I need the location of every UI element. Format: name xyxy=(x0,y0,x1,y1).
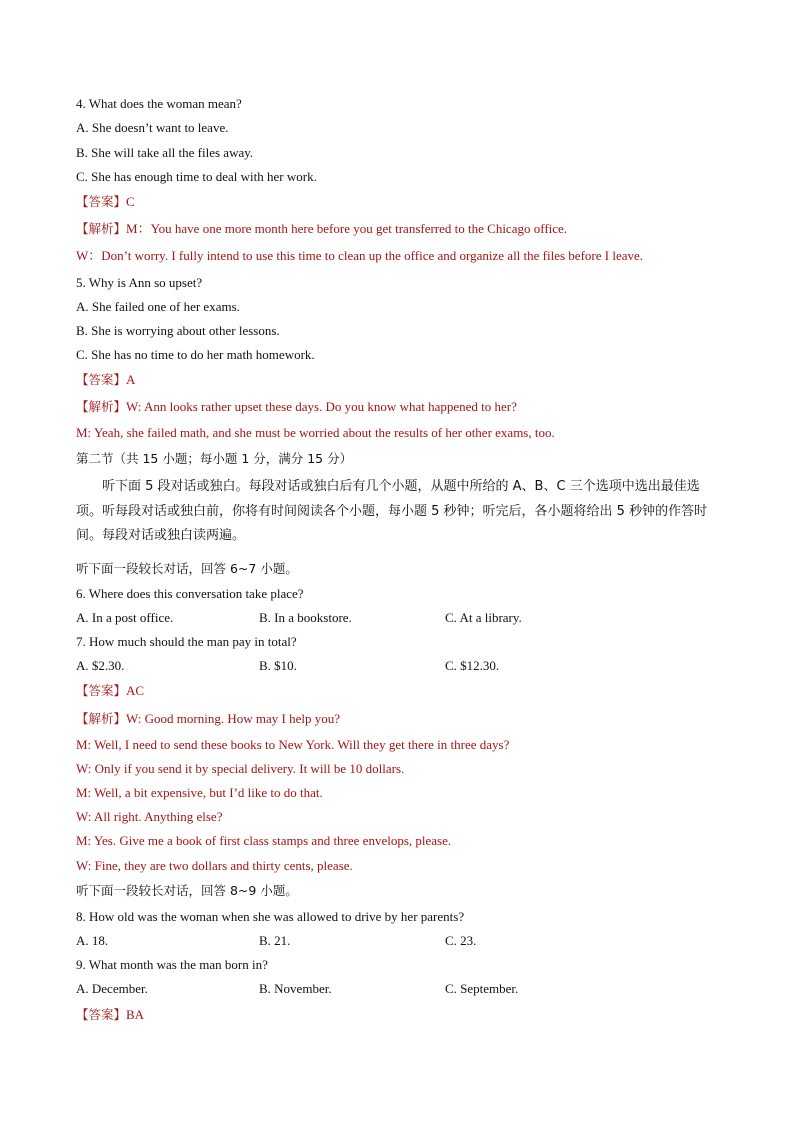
option-7c: C. $12.30. xyxy=(445,658,500,673)
question-7: 7. How much should the man pay in total? xyxy=(76,634,297,649)
group-intro-6-7: 听下面一段较长对话，回答 6~7 小题。 xyxy=(76,561,298,576)
analysis-line: M: Well, a bit expensive, but I’d like to do that. xyxy=(76,785,323,800)
answer-5 xyxy=(76,371,135,389)
option-4c: C. She has enough time to deal with her work. xyxy=(76,169,317,184)
option-5c: C. She has no time to do her math homework. xyxy=(76,347,315,362)
section-instructions: 听下面 5 段对话或独白。每段对话或独白后有几个小题，从题中所给的 A、B、C 三个选项中选出最佳选项。听每段对话或独白前，你将有时间阅读各个小题，每小题 5 秒钟；听完后，各小题将给出 5 秒钟的作答时间。每段对话或独白读两遍。 xyxy=(76,479,708,543)
option-5a: A. She failed one of her exams. xyxy=(76,299,240,314)
option-4a: A. She doesn’t want to leave. xyxy=(76,120,229,135)
answer-label: 【答案】 xyxy=(76,1007,127,1022)
option-9c: C. September. xyxy=(445,981,519,996)
group-intro-8-9: 听下面一段较长对话，回答 8~9 小题。 xyxy=(76,883,298,898)
option-6c: C. At a library. xyxy=(445,610,522,625)
option-6b: B. In a bookstore. xyxy=(259,610,352,625)
analysis-label: 【解析】 xyxy=(76,399,127,414)
answer-label: 【答案】 xyxy=(76,194,127,209)
option-7b: B. $10. xyxy=(259,658,297,673)
answer-4 xyxy=(76,193,135,211)
option-9b: B. November. xyxy=(259,981,332,996)
answer-value: AC xyxy=(126,683,145,698)
analysis-line: W：Don’t worry. I fully intend to use this time to clean up the office and organize all the files before I leave. xyxy=(76,248,644,263)
analysis-line: W: Good morning. How may I help you? xyxy=(126,711,340,726)
question-8: 8. How old was the woman when she was allowed to drive by her parents? xyxy=(76,909,465,924)
section-heading: 第二节（共 15 小题；每小题 1 分，满分 15 分） xyxy=(76,451,353,466)
analysis-label: 【解析】 xyxy=(76,711,127,726)
option-9a: A. December. xyxy=(76,981,148,996)
option-6a: A. In a post office. xyxy=(76,610,174,625)
analysis-line: M: Well, I need to send these books to New York. Will they get there in three days? xyxy=(76,737,510,752)
analysis-line: W: Fine, they are two dollars and thirty cents, please. xyxy=(76,858,353,873)
option-8a: A. 18. xyxy=(76,933,109,948)
analysis-line: W: Ann looks rather upset these days. Do you know what happened to her? xyxy=(126,399,517,414)
answer-label: 【答案】 xyxy=(76,372,127,387)
answer-6-7 xyxy=(76,682,144,700)
option-5b: B. She is worrying about other lessons. xyxy=(76,323,280,338)
analysis-line: M: Yeah, she failed math, and she must be worried about the results of her other exams, too. xyxy=(76,425,555,440)
option-4b: B. She will take all the files away. xyxy=(76,145,254,160)
analysis-6-7 xyxy=(76,710,340,728)
answer-8-9 xyxy=(76,1006,144,1024)
question-6: 6. Where does this conversation take place? xyxy=(76,586,304,601)
answer-label: 【答案】 xyxy=(76,683,127,698)
analysis-line: M：You have one more month here before you get transferred to the Chicago office. xyxy=(126,221,568,236)
analysis-line: M: Yes. Give me a book of first class stamps and three envelops, please. xyxy=(76,833,452,848)
option-8b: B. 21. xyxy=(259,933,291,948)
option-7a: A. $2.30. xyxy=(76,658,125,673)
answer-value: A xyxy=(126,372,136,387)
analysis-line: W: All right. Anything else? xyxy=(76,809,223,824)
answer-value: C xyxy=(126,194,135,209)
question-4: 4. What does the woman mean? xyxy=(76,96,242,111)
analysis-label: 【解析】 xyxy=(76,221,127,236)
question-5: 5. Why is Ann so upset? xyxy=(76,275,203,290)
answer-value: BA xyxy=(126,1007,145,1022)
analysis-line: W: Only if you send it by special delivery. It will be 10 dollars. xyxy=(76,761,405,776)
option-8c: C. 23. xyxy=(445,933,477,948)
question-9: 9. What month was the man born in? xyxy=(76,957,268,972)
analysis-5 xyxy=(76,398,517,416)
analysis-4 xyxy=(76,220,567,238)
